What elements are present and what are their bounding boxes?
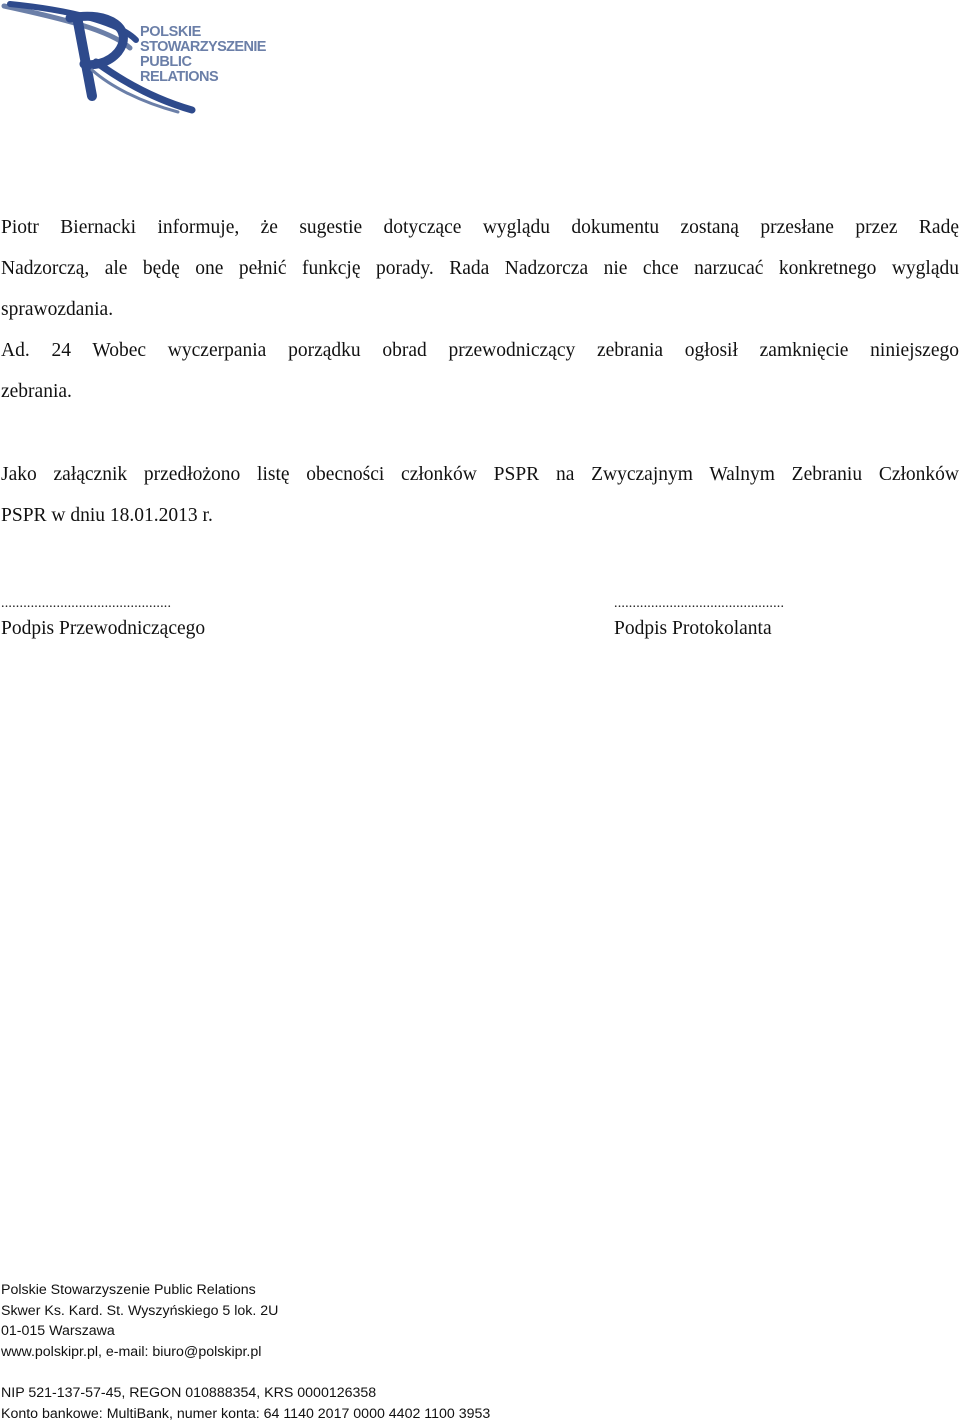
signature-dotted-line: .............................................. <box>1 596 172 611</box>
signature-recorder <box>614 592 784 642</box>
footer-address-street: Skwer Ks. Kard. St. Wyszyńskiego 5 lok. 2U <box>1 1302 279 1319</box>
footer-registry: NIP 521-137-57-45, REGON 010888354, KRS 0000126358 <box>1 1384 377 1401</box>
footer-address-city: 01-015 Warszawa <box>1 1323 115 1340</box>
svg-text:RELATIONS: RELATIONS <box>140 69 219 85</box>
text-line: zebrania. <box>1 381 72 402</box>
footer-org-name: Polskie Stowarzyszenie Public Relations <box>1 1282 256 1298</box>
footer-spacer <box>1 1362 490 1383</box>
signature-label: Podpis Protokolanta <box>614 618 772 639</box>
text-line: Piotr Biernacki informuje, że sugestie dotyczące wyglądu dokumentu zostaną przesłane przez Radę <box>1 217 959 238</box>
pspr-logo <box>0 0 280 118</box>
text-line: Ad. 24 Wobec wyczerpania porządku obrad przewodniczący zebrania ogłosił zamknięcie niniejszego <box>1 340 959 361</box>
page-footer <box>1 1280 490 1424</box>
text-line: Jako załącznik przedłożono listę obecności członków PSPR na Zwyczajnym Walnym Zebraniu Członków <box>1 464 959 485</box>
paragraph-ad-24 <box>1 330 959 412</box>
signature-label: Podpis Przewodniczącego <box>1 618 206 639</box>
text-line: Nadzorczą, ale będę one pełnić funkcję porady. Rada Nadzorcza nie chce narzucać konkretnego wyglądu <box>1 258 959 279</box>
paragraph-attachment <box>1 454 959 536</box>
text-line: sprawozdania. <box>1 299 114 320</box>
signature-chairman <box>1 592 205 642</box>
svg-text:POLSKIE: POLSKIE <box>140 24 201 40</box>
text-line: PSPR w dniu 18.01.2013 r. <box>1 505 213 526</box>
footer-bank-account: Konto bankowe: MultiBank, numer konta: 64 1140 2017 0000 4402 1100 3953 <box>1 1405 491 1422</box>
footer-contact: www.polskipr.pl, e-mail: biuro@polskipr.pl <box>1 1343 262 1360</box>
svg-text:PUBLIC: PUBLIC <box>140 54 192 70</box>
pspr-logo-icon <box>0 0 280 118</box>
paragraph-suggestions <box>1 207 959 330</box>
svg-text:STOWARZYSZENIE: STOWARZYSZENIE <box>140 39 266 55</box>
signature-dotted-line: .............................................. <box>614 596 785 611</box>
